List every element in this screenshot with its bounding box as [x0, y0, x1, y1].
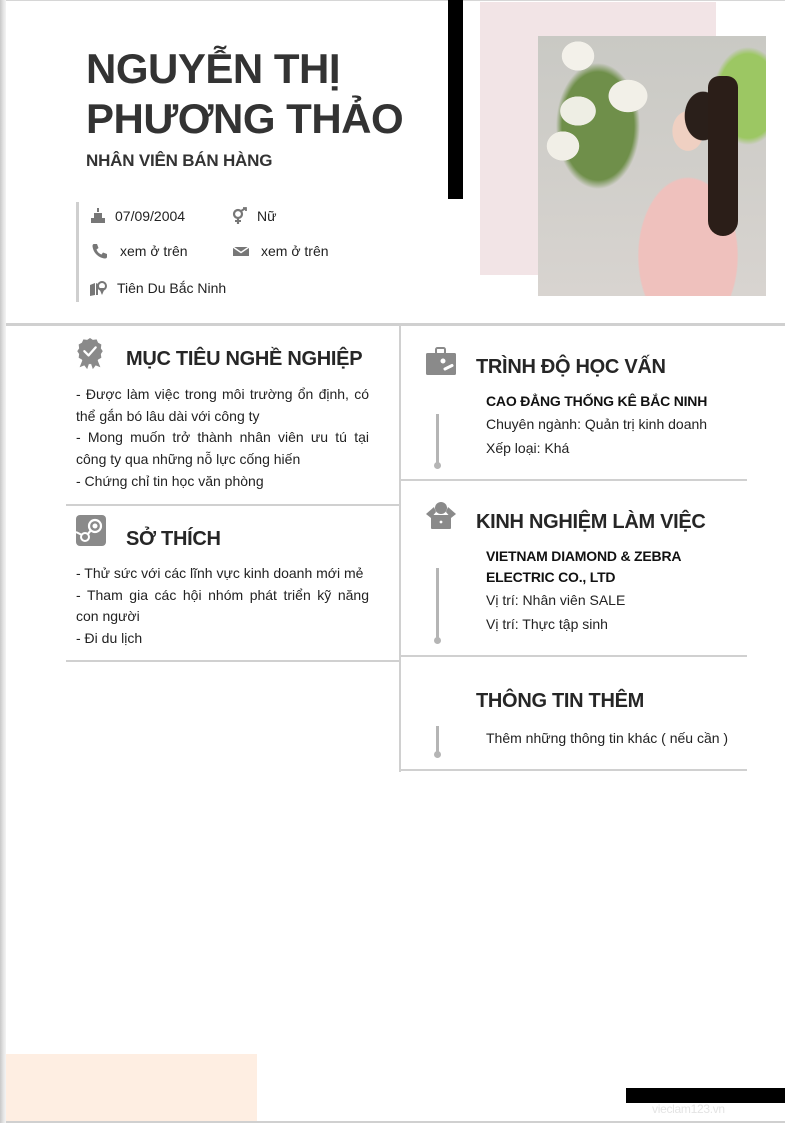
education-grade: Xếp loại: Khá	[486, 440, 570, 456]
header-divider	[6, 323, 785, 326]
objective-line: - Chứng chỉ tin học văn phòng	[76, 472, 264, 489]
education-title: TRÌNH ĐỘ HỌC VẤN	[476, 356, 666, 378]
decorative-black-strip	[626, 1088, 785, 1103]
award-badge-icon	[75, 337, 105, 371]
phone-value: xem ở trên	[120, 243, 188, 259]
education-timeline	[436, 414, 439, 465]
name-line-2: PHƯƠNG THẢO	[86, 95, 404, 142]
objective-body	[76, 384, 369, 493]
experience-title: KINH NGHIỆM LÀM VIỆC	[476, 511, 706, 533]
divider-additional	[401, 769, 747, 771]
contact-phone	[91, 242, 188, 260]
phone-icon	[91, 242, 109, 260]
decorative-black-bar	[448, 0, 463, 199]
divider-education	[401, 479, 747, 481]
briefcase-icon	[425, 346, 457, 376]
job-title: NHÂN VIÊN BÁN HÀNG	[86, 151, 273, 170]
address-value: Tiên Du Bắc Ninh	[117, 280, 227, 296]
photo-detail	[708, 76, 738, 236]
candidate-name	[86, 44, 446, 144]
experience-timeline	[436, 568, 439, 640]
divider-objective	[66, 504, 399, 506]
column-divider	[399, 326, 401, 772]
contact-address	[89, 279, 226, 297]
birthday-cake-icon	[89, 207, 107, 225]
hobbies-body	[76, 563, 369, 650]
objective-line: - Mong muốn trở thành nhân viên ưu tú tại công ty qua những nỗ lực cống hiến	[76, 429, 369, 468]
decorative-peach-block	[6, 1054, 257, 1121]
steam-icon	[76, 515, 106, 546]
company-name-line-1: VIETNAM DIAMOND & ZEBRA	[486, 548, 682, 564]
objective-title: MỤC TIÊU NGHỀ NGHIỆP	[126, 348, 363, 370]
hobbies-title: SỞ THÍCH	[126, 528, 221, 550]
page-left-shadow	[0, 0, 6, 1123]
additional-text: Thêm những thông tin khác ( nếu cần )	[486, 730, 729, 746]
profile-photo	[538, 36, 766, 296]
email-value: xem ở trên	[261, 243, 329, 259]
contact-birthday	[89, 207, 185, 225]
contact-rule	[76, 202, 79, 302]
company-name-line-2: ELECTRIC CO., LTD	[486, 569, 616, 585]
person-laptop-icon	[424, 500, 458, 530]
position-1: Vị trí: Nhân viên SALE	[486, 592, 626, 608]
contact-gender	[231, 207, 276, 225]
gender-icon	[231, 207, 249, 225]
name-line-1: NGUYỄN THỊ	[86, 45, 341, 92]
gender-value: Nữ	[257, 208, 277, 224]
envelope-icon	[232, 242, 250, 260]
watermark: vieclam123.vn	[652, 1102, 725, 1116]
divider-hobbies	[66, 660, 399, 662]
divider-experience	[401, 655, 747, 657]
page-top-edge	[6, 0, 785, 1]
education-major: Chuyên ngành: Quản trị kinh doanh	[486, 416, 708, 432]
contact-email	[232, 242, 329, 260]
hobby-line: - Tham gia các hội nhóm phát triển kỹ năng con người	[76, 586, 369, 625]
hobby-line: - Đi du lịch	[76, 630, 143, 647]
objective-line: - Được làm việc trong môi trường ổn định, có thể gắn bó lâu dài với công ty	[76, 386, 369, 424]
hobby-line: - Thử sức với các lĩnh vực kinh doanh mới mẻ	[76, 565, 364, 581]
position-2: Vị trí: Thực tập sinh	[486, 616, 608, 632]
additional-timeline	[436, 726, 439, 754]
education-entry	[486, 391, 707, 460]
school-name: CAO ĐẲNG THỐNG KÊ BẮC NINH	[486, 393, 708, 409]
experience-entry	[486, 546, 681, 636]
map-marker-icon	[89, 279, 107, 297]
birthday-value: 07/09/2004	[115, 208, 186, 224]
additional-title: THÔNG TIN THÊM	[476, 690, 645, 712]
